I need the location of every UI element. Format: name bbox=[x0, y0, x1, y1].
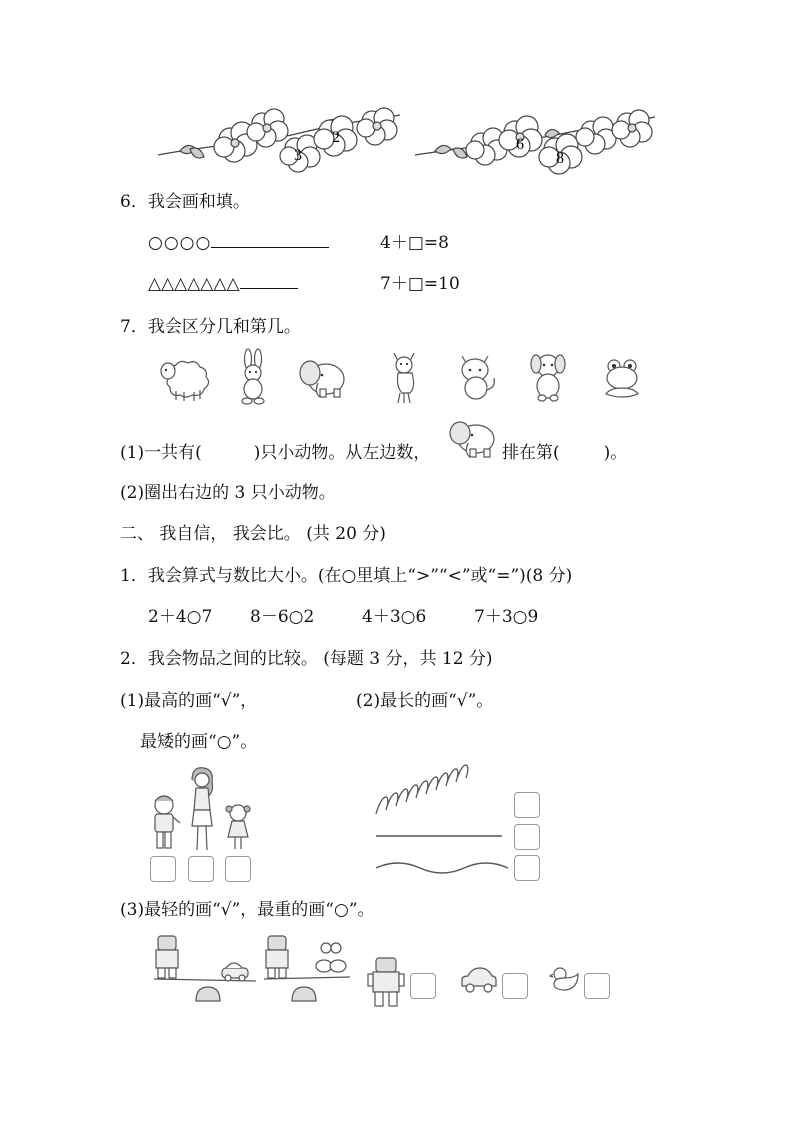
q7-line2: (2)圈出右边的 3 只小动物。 bbox=[120, 483, 336, 503]
q7-line1-b: )只小动物。从左边数， bbox=[253, 443, 431, 463]
q6-row1-equation: 4＋□=8 bbox=[380, 233, 449, 253]
rabbit-icon bbox=[236, 349, 270, 405]
answer-box[interactable] bbox=[584, 973, 610, 999]
q1-item[interactable]: 7＋3○9 bbox=[474, 607, 539, 627]
boy-icon bbox=[146, 793, 182, 853]
q2-part1-b: 最矮的画“○”。 bbox=[140, 732, 258, 752]
answer-box[interactable] bbox=[410, 973, 436, 999]
dog-icon bbox=[526, 350, 572, 402]
robot-icon bbox=[368, 956, 404, 1008]
q7-line1-a: (1)一共有( bbox=[120, 443, 202, 463]
answer-box[interactable] bbox=[514, 824, 540, 850]
sheep-icon bbox=[158, 355, 213, 403]
q2-part2: (2)最长的画“√”。 bbox=[356, 691, 494, 711]
deer-icon bbox=[386, 349, 422, 405]
q6-title: 6．我会画和填。 bbox=[120, 192, 250, 212]
elephant-icon bbox=[446, 417, 500, 459]
answer-box[interactable] bbox=[225, 856, 251, 882]
q7-line1 bbox=[120, 442, 430, 464]
vine-number: 6 bbox=[516, 136, 524, 153]
answer-box[interactable] bbox=[514, 855, 540, 881]
q6-row2-blank[interactable] bbox=[240, 288, 298, 289]
q2-title: 2．我会物品之间的比较。 (每题 3 分，共 12 分) bbox=[120, 649, 493, 669]
q6-row1 bbox=[148, 232, 329, 254]
q6-row1-shapes: ○○○○ bbox=[148, 233, 212, 253]
vine-number: 2 bbox=[332, 129, 340, 146]
seesaw-robot-car-icon bbox=[150, 932, 262, 1004]
q2-part1-a: (1)最高的画“√”， bbox=[120, 691, 258, 711]
q2-part3: (3)最轻的画“√”，最重的画“○”。 bbox=[120, 900, 375, 920]
woman-icon bbox=[184, 766, 220, 856]
answer-box[interactable] bbox=[188, 856, 214, 882]
section2-heading: 二、 我自信， 我会比。 (共 20 分) bbox=[120, 524, 386, 544]
q1-title: 1．我会算式与数比大小。(在○里填上“>”“<”或“=”)(8 分) bbox=[120, 566, 573, 586]
frog-icon bbox=[602, 356, 642, 398]
loopy-line-icon bbox=[374, 794, 504, 816]
answer-box[interactable] bbox=[514, 792, 540, 818]
q1-item[interactable]: 4＋3○6 bbox=[362, 607, 427, 627]
q7-line1-cont bbox=[502, 442, 627, 464]
elephant-icon bbox=[296, 355, 350, 399]
q6-row2-equation: 7＋□=10 bbox=[380, 274, 460, 294]
wavy-line-icon bbox=[376, 856, 510, 876]
flower-vine-right bbox=[405, 105, 665, 175]
cat-icon bbox=[454, 350, 500, 402]
rubber-duck-icon bbox=[550, 966, 580, 996]
answer-box[interactable] bbox=[150, 856, 176, 882]
vine-number: 8 bbox=[556, 150, 564, 167]
q6-row2-shapes: △△△△△△△ bbox=[148, 274, 240, 294]
vine-number: 3 bbox=[294, 147, 302, 164]
q7-title: 7．我会区分几和第几。 bbox=[120, 317, 301, 337]
q1-item[interactable]: 2＋4○7 bbox=[148, 607, 213, 627]
answer-box[interactable] bbox=[502, 973, 528, 999]
girl-icon bbox=[222, 803, 254, 853]
flower-10 bbox=[612, 110, 652, 147]
flower-9 bbox=[576, 117, 616, 154]
q1-item[interactable]: 8－6○2 bbox=[250, 607, 315, 627]
q7-line1-d: )。 bbox=[603, 443, 628, 463]
flower-5 bbox=[357, 108, 397, 145]
seesaw-robot-duck-icon bbox=[264, 930, 354, 1004]
q7-line1-c: 排在第( bbox=[502, 443, 560, 463]
q6-row2 bbox=[148, 273, 298, 295]
q6-row1-blank[interactable] bbox=[211, 247, 329, 248]
flower-vine-left bbox=[150, 105, 410, 175]
straight-line-icon bbox=[376, 833, 504, 839]
toy-car-icon bbox=[460, 968, 498, 994]
